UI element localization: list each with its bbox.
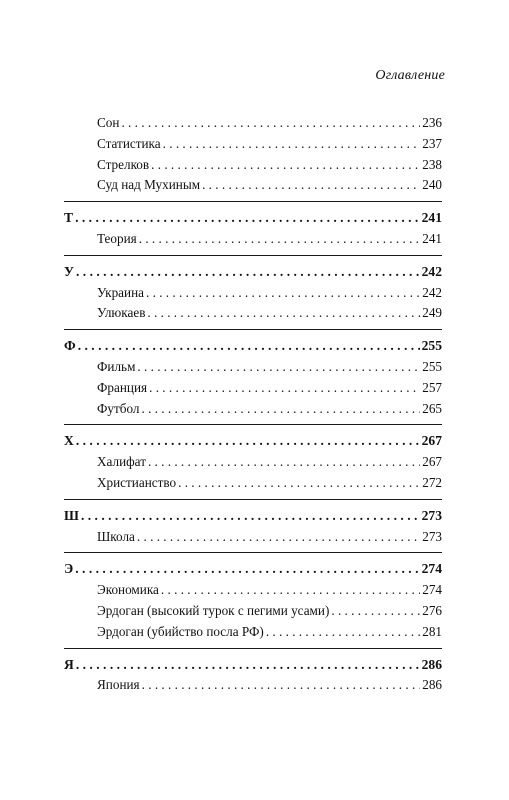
toc-entry-title: Сон xyxy=(97,115,120,130)
toc-entry-page: 257 xyxy=(422,379,442,395)
toc-section xyxy=(64,208,442,250)
dot-leader xyxy=(142,399,421,420)
toc-letter: Я xyxy=(64,656,74,672)
toc-entry-title: Христианство xyxy=(97,474,177,490)
toc-entry[interactable] xyxy=(64,399,442,420)
toc-letter: Ф xyxy=(64,338,76,354)
dot-leader xyxy=(151,155,420,176)
toc-entry-title: Стрелков xyxy=(97,156,150,172)
section-divider xyxy=(64,329,442,330)
dot-leader xyxy=(161,580,420,601)
dot-leader xyxy=(81,506,420,527)
dot-leader xyxy=(78,336,420,357)
toc-letter-heading[interactable] xyxy=(64,336,442,357)
toc-entry[interactable] xyxy=(64,378,442,399)
dot-leader xyxy=(142,675,421,696)
section-divider xyxy=(64,648,442,649)
toc-entry-title: Суд над Мухиным xyxy=(97,177,201,193)
toc-entry-page: 238 xyxy=(422,156,442,172)
table-of-contents xyxy=(64,113,442,696)
toc-letter: У xyxy=(64,263,74,279)
toc-entry-page: 286 xyxy=(422,677,442,693)
toc-entry-page: 272 xyxy=(422,474,442,490)
dot-leader xyxy=(75,559,419,580)
toc-entry-title: Фильм xyxy=(97,358,136,374)
section-divider xyxy=(64,201,442,202)
toc-entry-title: Теория xyxy=(97,230,137,246)
toc-letter-page: 242 xyxy=(421,263,442,279)
dot-leader xyxy=(76,655,420,676)
toc-letter: Т xyxy=(64,210,74,226)
toc-entry[interactable] xyxy=(64,580,442,601)
toc-entry-title: Школа xyxy=(97,528,135,544)
toc-letter-page: 273 xyxy=(421,507,442,523)
toc-section xyxy=(64,336,442,419)
toc-letter-heading[interactable] xyxy=(64,208,442,229)
toc-letter-heading[interactable] xyxy=(64,655,442,676)
toc-section xyxy=(64,506,442,548)
toc-entry-title: Украина xyxy=(97,284,144,300)
toc-letter-heading[interactable] xyxy=(64,506,442,527)
toc-entry-page: 237 xyxy=(422,135,442,151)
toc-entry[interactable] xyxy=(64,622,442,643)
toc-entry[interactable] xyxy=(64,527,442,548)
dot-leader xyxy=(76,431,420,452)
toc-entry-title: Улюкаев xyxy=(97,305,146,321)
toc-entry[interactable] xyxy=(64,303,442,324)
toc-entry[interactable] xyxy=(64,175,442,196)
section-divider xyxy=(64,499,442,500)
dot-leader xyxy=(147,303,420,324)
dot-leader xyxy=(137,527,420,548)
toc-entry-page: 267 xyxy=(422,454,442,470)
toc-entry[interactable] xyxy=(64,601,442,622)
toc-letter: Э xyxy=(64,561,74,577)
section-divider xyxy=(64,552,442,553)
toc-letter-page: 255 xyxy=(421,338,442,354)
toc-letter-page: 274 xyxy=(421,561,442,577)
dot-leader xyxy=(139,229,421,250)
dot-leader xyxy=(76,262,420,283)
toc-entry-title: Экономика xyxy=(97,582,159,598)
toc-entry[interactable] xyxy=(64,155,442,176)
page-header-title: Оглавление xyxy=(375,68,445,83)
dot-leader xyxy=(75,208,420,229)
toc-section xyxy=(64,431,442,493)
toc-entry[interactable] xyxy=(64,357,442,378)
toc-entry-page: 255 xyxy=(422,358,442,374)
toc-letter-page: 286 xyxy=(421,656,442,672)
toc-entry-title: Япония xyxy=(97,677,140,693)
toc-section xyxy=(64,262,442,324)
toc-section xyxy=(64,559,442,642)
dot-leader xyxy=(121,113,420,134)
dot-leader xyxy=(149,378,420,399)
toc-entry-title: Эрдоган (убийство посла РФ) xyxy=(97,623,264,639)
toc-entry-page: 241 xyxy=(422,230,442,246)
toc-entry-page: 236 xyxy=(422,115,442,130)
dot-leader xyxy=(266,622,420,643)
dot-leader xyxy=(148,452,420,473)
toc-letter-page: 267 xyxy=(421,433,442,449)
toc-entry[interactable] xyxy=(64,283,442,304)
toc-letter-heading[interactable] xyxy=(64,559,442,580)
dot-leader xyxy=(146,283,420,304)
section-divider xyxy=(64,424,442,425)
toc-letter-page: 241 xyxy=(421,210,442,226)
toc-entry[interactable] xyxy=(64,452,442,473)
toc-entry[interactable] xyxy=(64,473,442,494)
toc-letter-heading[interactable] xyxy=(64,262,442,283)
toc-entry-page: 281 xyxy=(422,623,442,639)
toc-entry-page: 273 xyxy=(422,528,442,544)
toc-section xyxy=(64,655,442,697)
toc-section xyxy=(64,113,442,196)
toc-entry-page: 240 xyxy=(422,177,442,193)
toc-entry[interactable] xyxy=(64,134,442,155)
toc-entry-title: Франция xyxy=(97,379,148,395)
toc-entry[interactable] xyxy=(64,675,442,696)
toc-entry[interactable] xyxy=(64,229,442,250)
toc-entry-page: 249 xyxy=(422,305,442,321)
toc-entry-title: Статистика xyxy=(97,135,161,151)
toc-entry-page: 274 xyxy=(422,582,442,598)
toc-entry-page: 265 xyxy=(422,400,442,416)
toc-letter: Ш xyxy=(64,507,79,523)
dot-leader xyxy=(163,134,421,155)
toc-entry-page: 276 xyxy=(422,602,442,618)
dot-leader xyxy=(178,473,420,494)
toc-entry-title: Футбол xyxy=(97,400,140,416)
toc-entry-title: Эрдоган (высокий турок с пегими усами) xyxy=(97,602,330,618)
toc-letter: Х xyxy=(64,433,74,449)
toc-entry-title: Халифат xyxy=(97,454,146,470)
toc-letter-heading[interactable] xyxy=(64,431,442,452)
dot-leader xyxy=(202,175,420,196)
toc-entry[interactable] xyxy=(64,113,442,134)
dot-leader xyxy=(331,601,420,622)
dot-leader xyxy=(137,357,420,378)
section-divider xyxy=(64,255,442,256)
toc-entry-page: 242 xyxy=(422,284,442,300)
